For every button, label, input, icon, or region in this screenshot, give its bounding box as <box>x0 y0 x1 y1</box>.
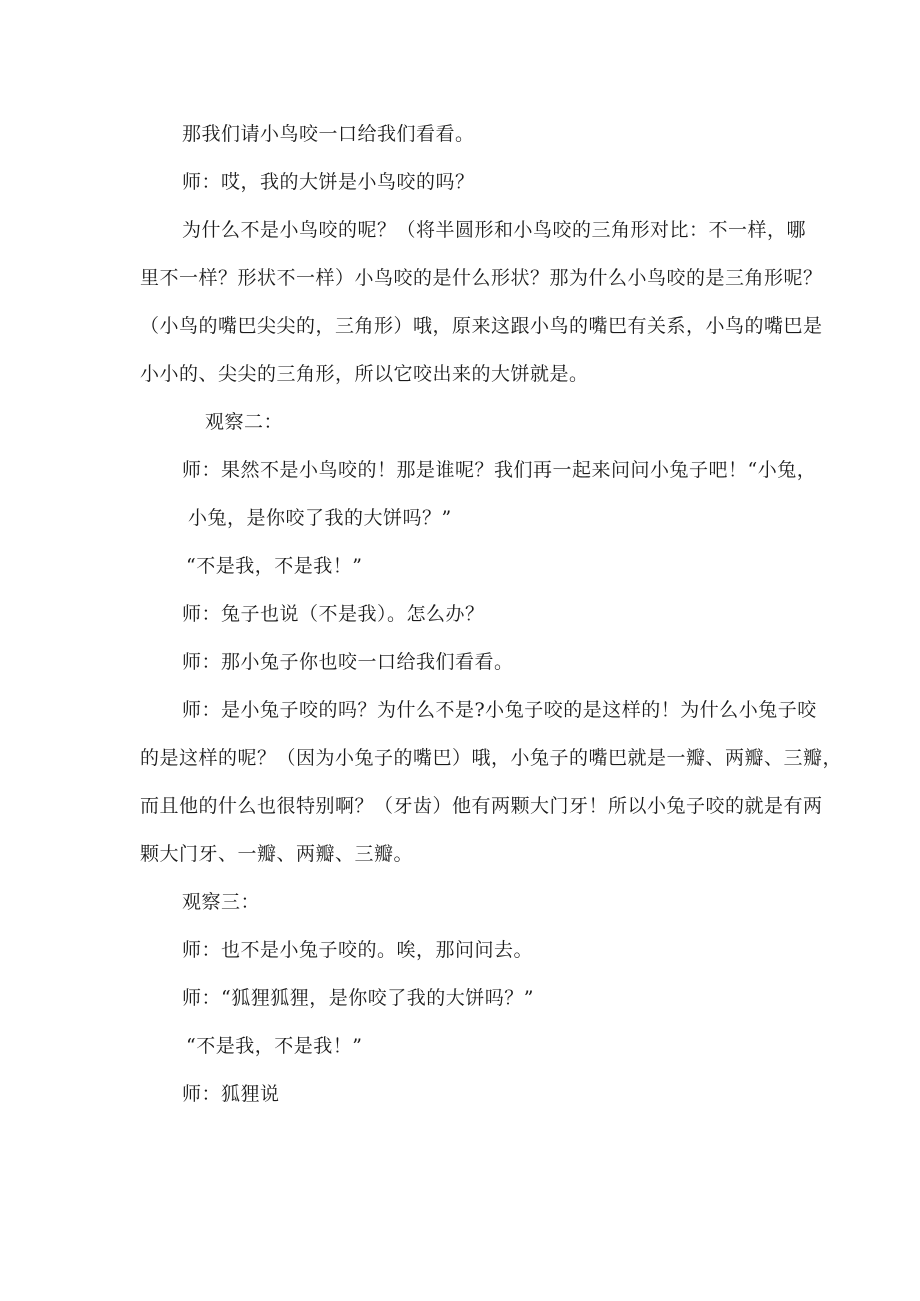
paragraph-line-21: 师：狐狸说 <box>182 1083 280 1105</box>
paragraph-line-4: 里不一样？形状不一样）小鸟咬的是什么形状？那为什么小鸟咬的是三角形呢？ <box>140 267 823 289</box>
paragraph-line-15: 而且他的什么也很特别啊？（牙齿）他有两颗大门牙！所以小兔子咬的就是有两 <box>140 795 823 817</box>
paragraph-line-9: 小兔，是你咬了我的大饼吗？” <box>188 507 452 529</box>
paragraph-line-11: 师：兔子也说（不是我）。怎么办？ <box>182 603 485 625</box>
paragraph-line-14: 的是这样的呢？（因为小兔子的嘴巴）哦，小兔子的嘴巴就是一瓣、两瓣、三瓣， <box>140 747 843 769</box>
paragraph-line-13: 师：是小兔子咬的吗？为什么不是?小兔子咬的是这样的！为什么小兔子咬 <box>182 699 817 721</box>
paragraph-line-20: “不是我，不是我！” <box>186 1035 363 1057</box>
paragraph-line-1: 那我们请小鸟咬一口给我们看看。 <box>182 123 475 145</box>
section-heading-observe-3: 观察三： <box>182 891 261 913</box>
paragraph-line-16: 颗大门牙、一瓣、两瓣、三瓣。 <box>140 843 414 865</box>
paragraph-line-10: “不是我，不是我！” <box>186 555 363 577</box>
paragraph-line-2: 师：哎，我的大饼是小鸟咬的吗？ <box>182 171 475 193</box>
paragraph-line-5: （小鸟的嘴巴尖尖的，三角形）哦，原来这跟小鸟的嘴巴有关系，小鸟的嘴巴是 <box>140 315 823 337</box>
section-heading-observe-2: 观察二： <box>205 411 284 433</box>
paragraph-line-18: 师：也不是小兔子咬的。唉，那问问去。 <box>182 939 534 961</box>
paragraph-line-6: 小小的、尖尖的三角形，所以它咬出来的大饼就是。 <box>140 363 589 385</box>
paragraph-line-12: 师：那小兔子你也咬一口给我们看看。 <box>182 651 514 673</box>
paragraph-line-3: 为什么不是小鸟咬的呢？（将半圆形和小鸟咬的三角形对比：不一样，哪 <box>182 219 807 241</box>
paragraph-line-8: 师：果然不是小鸟咬的！那是谁呢？我们再一起来问问小兔子吧！“小兔， <box>182 459 817 481</box>
paragraph-line-19: 师：“狐狸狐狸，是你咬了我的大饼吗？” <box>182 987 534 1009</box>
